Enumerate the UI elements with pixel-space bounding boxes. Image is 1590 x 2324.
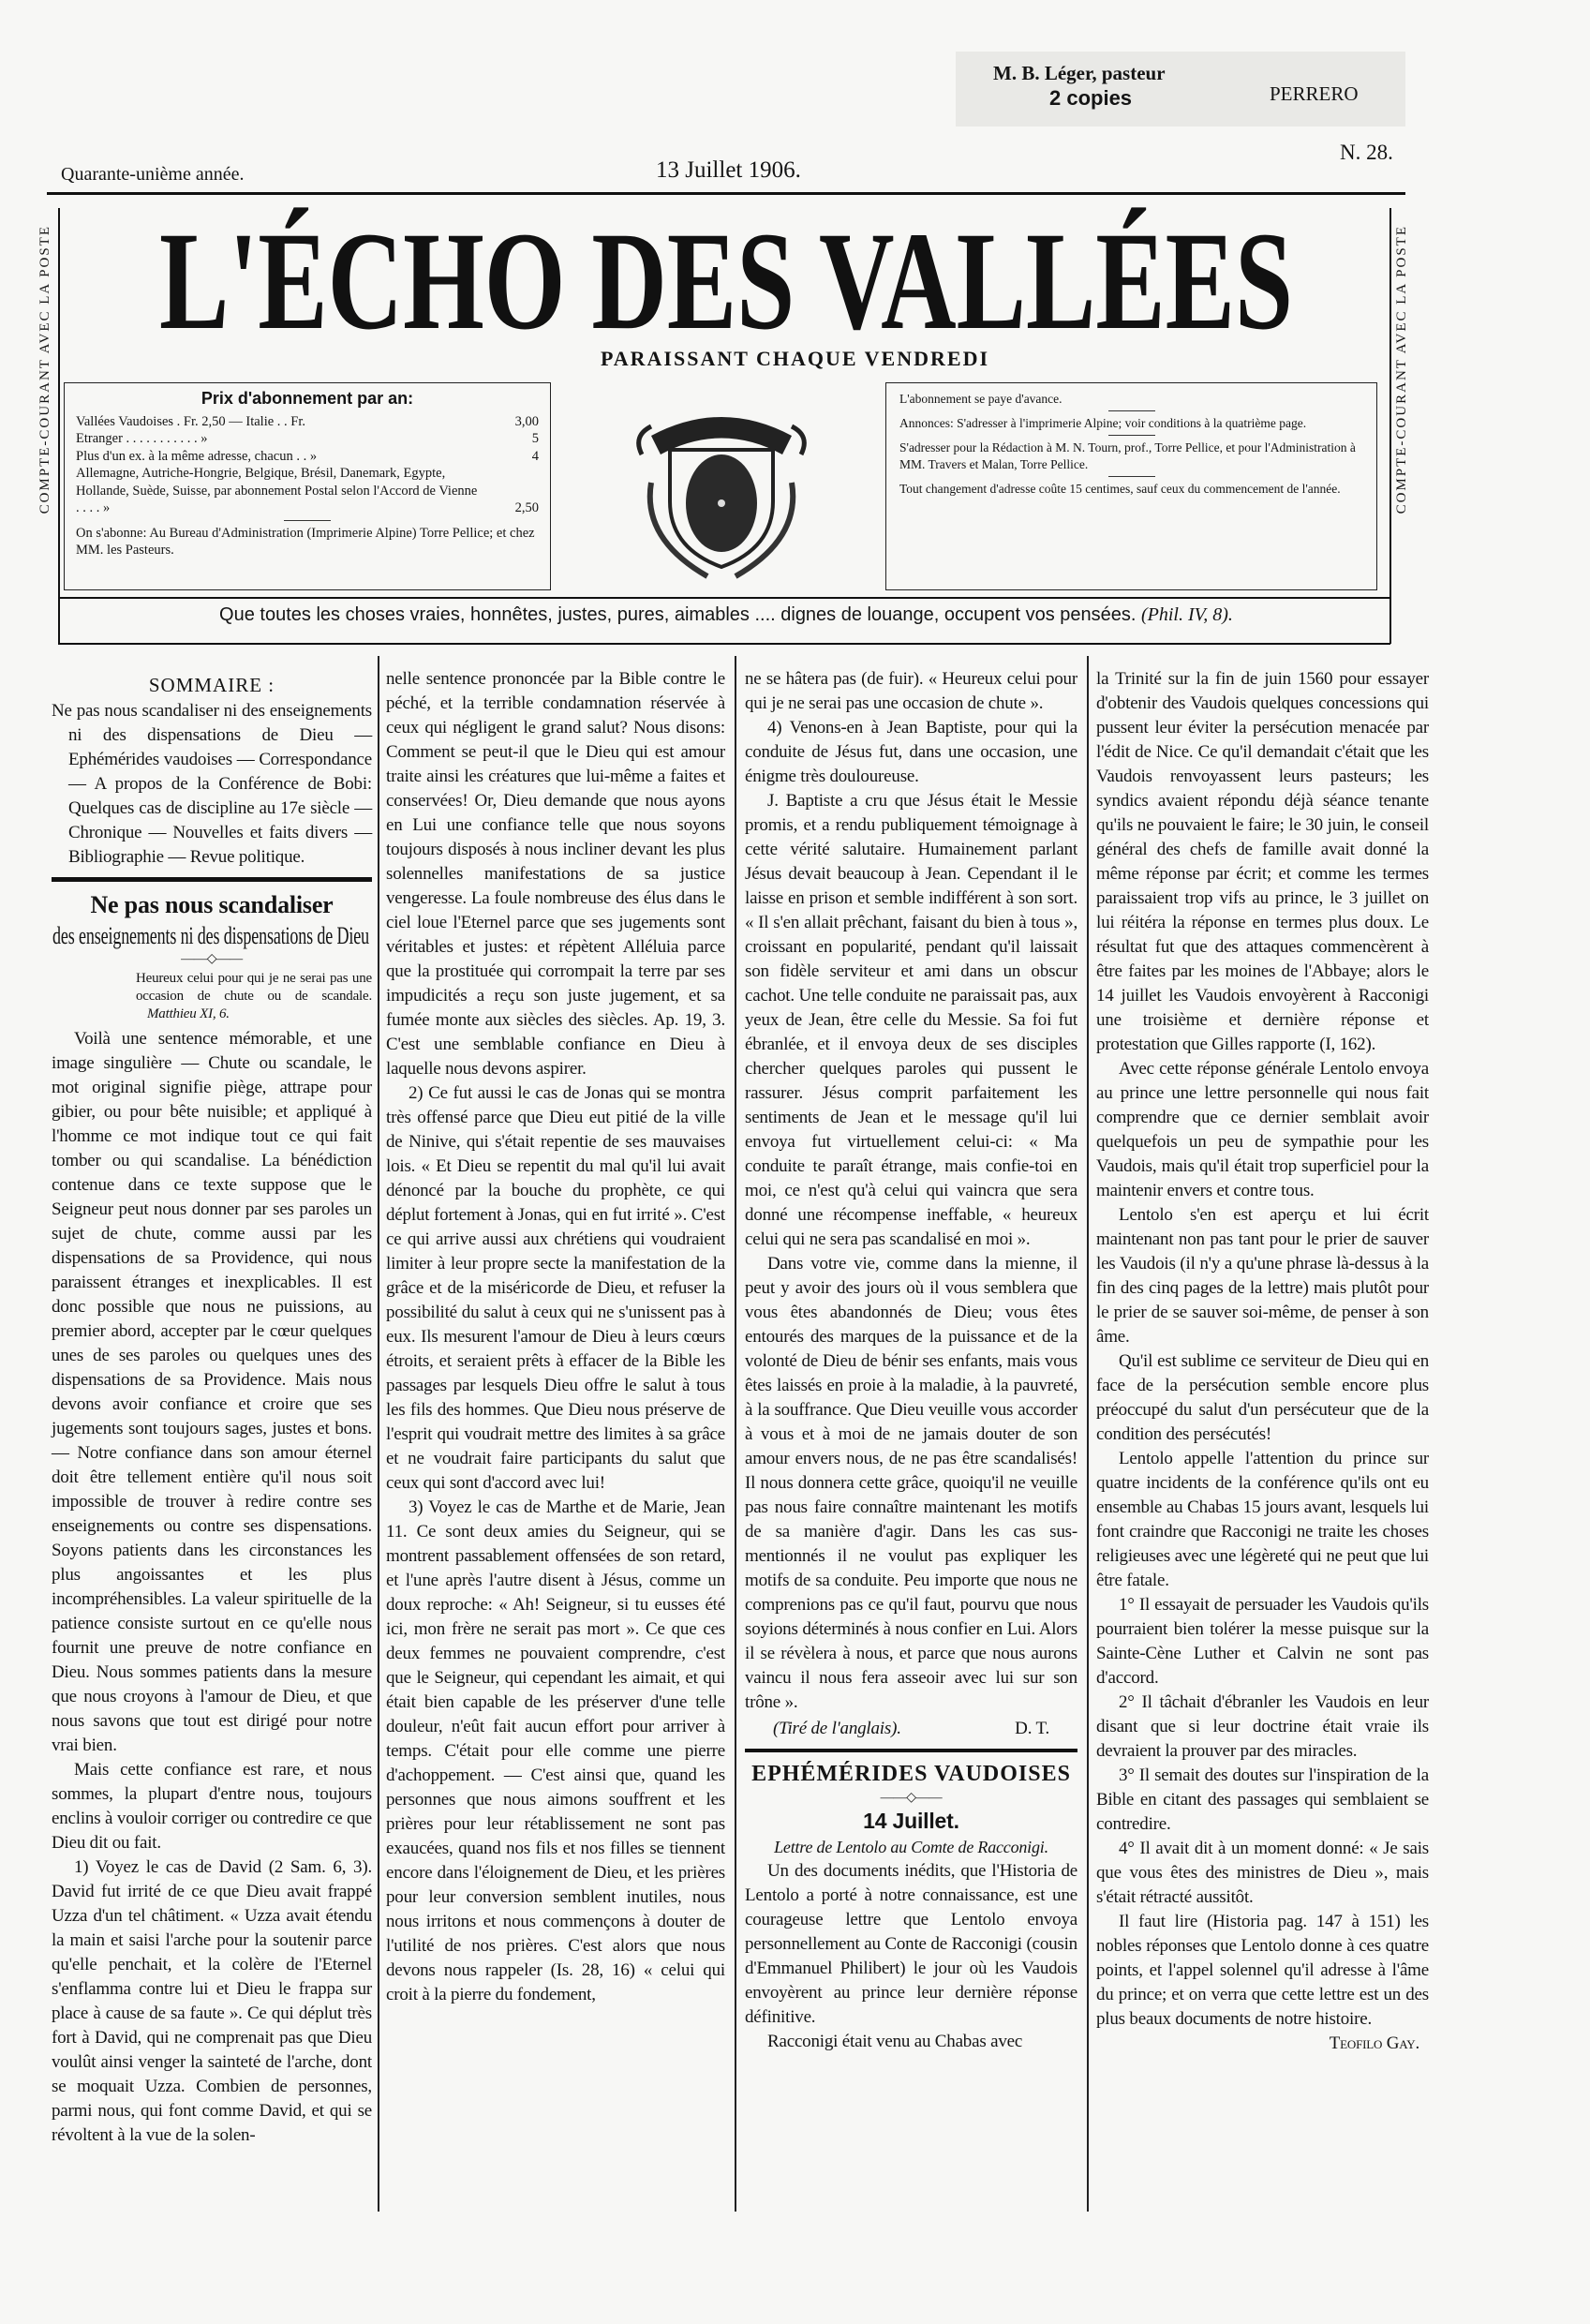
sommaire-title: SOMMAIRE : [148,674,275,696]
column-3 [745,667,1077,2054]
motto-reference: (Phil. IV, 8). [1140,604,1233,625]
article-subtitle: des enseignements ni des dispensations de Dieu [52,922,370,949]
paragraph: Dans votre vie, comme dans la mienne, il peut y avoir des jours où il vous semblera que vous êtes abandonnés de Dieu; vous êtes entourés des marques de la puissance et de la volonté de Dieu de bénir ses enfants, mais vous êtes laissés en proie à la maladie, à la pauvreté, à la souffrance. Que Dieu veuille vous accorder à vous et à moi de ne jamais douter de son amour envers nous, de ne pas être scandalisés! Il nous donnera cette grâce, quoiqu'il ne veuille pas nous faire connaître maintenant les motifs de sa manière d'agir. Dans les cas sus-mentionnés il ne voulut pas expliquer les motifs de sa conduite. Peu importe que nous ne comprenions pas ce qu'il faut, pourvu que nous soyions déterminés à nous confier en Lui. Alors il se révèlera à nous, et parce que nous aurons vaincu il nous fera asseoir avec lui sur son trône ». [745,1254,1077,1712]
issue-number: N. 28. [1340,141,1393,164]
paragraph: Mais cette confiance est rare, et nous sommes, la plupart d'entre nous, toujours enclins à vouloir corriger ou contredire ce que Dieu dit ou fait. [52,1760,372,1853]
side-text-left: COMPTE-COURANT AVEC LA POSTE [37,225,52,514]
masthead-title-wrap [159,204,1302,340]
sommaire-text: Ne pas nous scandaliser ni des enseignements ni des dispensations de Dieu — Ephémérides vaudoises — Correspondance — A propos de la Conférence de Bobi: Quelques cas de discipline au 17e siècle — Chronique — Nouvelles et faits divers — Bibliographie — Revue politique. [52,701,372,867]
rate-label: Allemagne, Autriche-Hongrie, Belgique, Brésil, Danemark, Egypte, Hollande, Suède, Suisse, par abonnement Postal selon l'Accord de Vienne . . . . » [76,466,478,515]
ornament-divider-icon: ——◇—— [181,952,243,966]
subscription-where: On s'abonne: Au Bureau d'Administration (Imprimerie Alpine) Torre Pellice; et chez MM. les Pasteurs. [76,525,535,558]
paragraph: Lentolo s'en est aperçu et lui écrit maintenant non pas tant pour le prier de sauver les Vaudois (il n'y a qu'une phrase là-dessus à la fin des cinq pages de la lettre) mais plutôt pour le prier de se sauver soi-même, de penser à son âme. [1096,1205,1429,1347]
rate-row [76,413,539,431]
paragraph: Racconigi était venu au Chabas avec [767,2032,1023,2051]
rate-value: 4 [531,448,539,464]
ornament-divider-icon: ——◇—— [880,1791,943,1805]
divider [1108,410,1155,411]
frame-rule [58,208,60,644]
paragraph: Voilà une sentence mémorable, et une image singulière — Chute ou scandale, le mot original signifie piège, attrape pour gibier, ou pour bête nuisible; et appliqué à l'homme ce mot indique tout ce qui fait tomber ou qui scandalise. La bénédiction contenue dans ce texte suppose que le Seigneur peut nous donner par ses paroles un sujet de chute, comme aussi par les dispensations de sa Providence, qui nous paraissent étranges et inexplicables. Il est donc possible que nous ne puissions, au premier abord, accepter par le cœur quelques unes de ses paroles ou quelques unes des dispensations de sa Providence. Mais nous devons avoir confiance et croire que ses jugements sont toujours sages, justes et bons. — Notre confiance dans son amour éternel doit être tellement entière qu'il nous soit impossible de trouver à redire contre ses enseignements ou contre ses dispensations. Soyons patients dans les circonstances les plus angoissantes et les plus incompréhensibles. La valeur spirituelle de la patience consiste surtout en ce qu'elle nous fournit une preuve de notre confiance en Dieu. Nous sommes patients dans la mesure que nous croyons à l'amour de Dieu, et que nous savons que tout est dirigé pour notre vrai bien. [52,1029,372,1755]
column-2 [386,667,725,2007]
rate-label: Vallées Vaudoises . Fr. 2,50 — Italie . . Fr. [76,413,306,429]
epigraph-text: Heureux celui pour qui je ne serai pas une occasion de chute ou de scandale. [136,971,372,1004]
paragraph: Il faut lire (Historia pag. 147 à 151) les nobles réponses que Lentolo donne à ces quatre points, et l'appel solennel qu'il adresse à l'âme du prince; et on verra que cette lettre est un des plus beaux documents de notre histoire. [1096,1912,1429,2029]
rate-value: 5 [531,431,539,446]
subscription-box [64,382,551,590]
author-signature: Teofilo Gay. [1329,2034,1419,2053]
paragraph: 1) Voyez le cas de David (2 Sam. 6, 3). David fut irrité de ce que Dieu avait frappé Uzza d'un tel châtiment. « Uzza avait étendu la main et saisi l'arche pour la soutenir parce qu'elle penchait, et la colère de l'Eternel s'enflamma contre lui et Dieu le frappa sur place à cause de sa faute ». Ce qui déplut très fort à David, qui ne comprenait pas que Dieu voulût ainsi venger la sainteté de l'arche, dont se moquait Uzza. Combien de personnes, parmi nous, qui font comme David, et qui se révoltent à la vue de la solen- [52,1857,372,2145]
divider [1108,435,1155,436]
notice: L'abonnement se paye d'avance. [899,392,1062,406]
rate-label: Etranger . . . . . . . . . . . » [76,431,208,446]
paragraph: 2° Il tâchait d'ébranler les Vaudois en leur disant que si leur doctrine était vraie ils devraient la prouver par des miracles. [1096,1692,1429,1761]
paragraph: ne se hâtera pas (de fuir). « Heureux celui pour qui je ne serai pas une occasion de chute ». [745,669,1077,713]
frame-rule [58,597,1390,599]
article-signature-line [745,1717,1077,1741]
section-rule [52,877,372,882]
divider [284,520,331,521]
rate-row [76,448,539,466]
issue-date: 13 Juillet 1906. [656,157,801,183]
paragraph: Qu'il est sublime ce serviteur de Dieu qui en face de la persécution semble encore plus préoccupé du salut d'un persécuteur que de la condition des persécutés! [1096,1351,1429,1444]
copies-count: 2 copies [1049,86,1133,110]
frame-rule [58,643,1390,645]
column-rule [1087,656,1089,2212]
volume-year: Quarante-unième année. [61,164,245,185]
rate-value: 3,00 [514,413,539,429]
ephemerides-date: 14 Juillet. [863,1809,959,1833]
paragraph: 3° Il semait des doutes sur l'inspiration de la Bible en citant des passages qui semblaient se contredire. [1096,1765,1429,1834]
paragraph: nelle sentence prononcée par la Bible contre le péché, et la terrible condamnation réservée à ceux qui négligent le grand salut? Nous disons: Comment se peut-il que le Dieu qui est amour traite ainsi les créatures que lui-même a faites et conservées! Or, Dieu demande que nous ayons en Lui une confiance telle que nous soyons toujours disposés à nous incliner devant les plus solennelles manifestations de sa justice vengeresse. La foule nombreuse des élus dans le ciel loue l'Eternel parce que ses jugements sont véritables et justes: et répètent Alléluia parce que la prostituée qui corrompait la terre par ses impudicités a reçu son juste jugement, et sa fumée monte aux siècles des siècles. Ap. 19, 3. C'est une semblable confiance en Dieu à laquelle nous devons aspirer. [386,669,725,1079]
article-subtitle-wrap [52,919,371,949]
subscriber-name: M. B. Léger, pasteur [993,62,1166,84]
paragraph: la Trinité sur la fin de juin 1560 pour essayer d'obtenir des Vaudois quelques concessions qui pussent leur éviter la persécution menacée par l'édit de Nice. Ce qu'il demandait c'était que les Vaudois renvoyassent leurs pasteurs; les syndics avaient répondu déjà séance tenante qu'ils ne pouvaient le faire; le 30 juin, le conseil général des chefs de famille avait donné la même réponse par écrit; et comme les termes paraissaient trop vifs au prince, le 3 juillet on lui réitéra la réponse en termes plus doux. Le résultat fut que des attaques commencèrent à être faites par les moines de l'Abbaye; alors le 14 juillet les Vaudois envoyèrent à Racconigi une troisième et dernière réponse et protestation que Gilles rapporte (I, 162). [1096,669,1429,1054]
motto [66,604,1387,626]
divider [1108,476,1155,477]
paragraph: J. Baptiste a cru que Jésus était le Messie promis, et a rendu publiquement témoignage à cette vérité salutaire. Humainement parlant Jésus devait beaucoup à Jean. Cependant il le laisse en prison et semble indifférent à son sort. « Il s'en allait prêchant, faisant du bien à tous », croissant en popularité, pendant qu'il laissait son fidèle serviteur et ami dans un obscur cachot. Une telle conduite ne paraissait pas, aux yeux de Jean, être celle du Messie. Sa foi fut ébranlée, et il envoya deux de ses disciples chercher quelques paroles qui pussent le rassurer. Jésus comprit parfaitement les sentiments de Jean et le message qu'il lui envoya fut virtuellement celui-ci: « Ma conduite te paraît étrange, mais confie-toi en moi, ce n'est qu'à celui qui vaincra que sera donné une récompense ineffable, « heureux celui qui ne sera pas scandalisé en moi ». [745,791,1077,1249]
column-rule [378,656,379,2212]
notices-box [885,382,1377,590]
masthead-subtitle: PARAISSANT CHAQUE VENDREDI [600,347,990,370]
ephemerides-subtitle: Lettre de Lentolo au Comte de Racconigi. [774,1838,1048,1856]
notice: Tout changement d'adresse coûte 15 centimes, sauf ceux du commencement de l'année. [899,482,1341,496]
article-signature: D. T. [1015,1719,1049,1738]
column-4 [1096,667,1429,2056]
epigraph [52,970,372,1023]
notice: Annonces: S'adresser à l'imprimerie Alpine; voir conditions à la quatrième page. [899,416,1307,430]
rate-label: Plus d'un ex. à la même adresse, chacun . . » [76,448,318,464]
masthead-title: L'ÉCHO DES VALLÉES [159,204,1293,340]
paragraph: 2) Ce fut aussi le cas de Jonas qui se montra très offensé parce que Dieu eut pitié de la ville de Ninive, qui s'était repentie de ses mauvaises lois. « Et Dieu se repentit du mal qu'il lui avait dénoncé par la bouche du prophète, ce qui déplut fortement à Jonas, qui en fut irrité ». C'est ce qui arrive aussi aux chrétiens qui voudraient limiter à leur propre secte la manifestation de la grâce et de la miséricorde de Dieu, et refuser la possibilité du salut à ceux qui ne s'unissent pas à eux. Ils mesurent l'amour de Dieu à leurs cœurs étroits, et seraient prêts à effacer de la Bible les passages par lesquels Dieu offre le salut à tous les fils des hommes. Que Dieu nous préserve de l'esprit qui voudrait mettre des limites à sa grâce et ne voudrait faire participants du salut que ceux qui sont d'accord avec lui! [386,1083,725,1493]
frame-rule [1389,208,1391,644]
section-rule [745,1749,1077,1752]
rate-row [76,465,539,517]
column-1 [52,667,372,2148]
paragraph: Lentolo appelle l'attention du prince sur quatre incidents de la conférence qu'ils ont eu ensemble au Chabas 15 jours avant, lesquels lui font craindre que Racconigi ne traite les choses religieuses avec une légèreté qui ne peut que lui être fatale. [1096,1449,1429,1590]
notice: S'adresser pour la Rédaction à M. N. Tourn, prof., Torre Pellice, et pour l'Administration à MM. Travers et Malan, Torre Pellice. [899,440,1356,471]
paragraph: Un des documents inédits, que l'Historia de Lentolo a porté à notre connaissance, est une courageuse lettre que Lentolo envoya personnellement au Conte de Racconigi (cousin d'Emmanuel Philibert) le jour où les Vaudois envoyèrent au prince leur dernière réponse définitive. [745,1861,1077,2027]
article-title: Ne pas nous scandaliser [90,891,334,918]
waldensian-emblem-icon [623,398,820,586]
paragraph: 4) Venons-en à Jean Baptiste, pour qui la conduite de Jésus fut, dans une occasion, une énigme très douloureuse. [745,718,1077,786]
motto-text: Que toutes les choses vraies, honnêtes, justes, pures, aimables .... dignes de louange, occupent vos pensées. [219,604,1137,625]
side-text-right: COMPTE-COURANT AVEC LA POSTE [1394,225,1409,514]
paragraph: 4° Il avait dit à un moment donné: « Je sais que vous êtes des ministres de Dieu », mais s'était rétracté aussitôt. [1096,1839,1429,1907]
paragraph: 3) Voyez le cas de Marthe et de Marie, Jean 11. Ce sont deux amies du Seigneur, qui se montrent passablement offensées de son retard, et l'une après l'autre disent à Jésus, comme un doux reproche: « Ah! Seigneur, si tu eusses été ici, mon frère ne serait pas mort ». Ce que ces deux femmes ne pouvaient comprendre, c'est que le Seigneur, qui cependant les aimait, et qui était bien capable de les préserver d'une telle douleur, n'eût fait aucun effort pour arriver à temps. C'était pour elle comme une pierre d'achoppement. — C'est ainsi que, quand les personnes que nous aimons souffrent et les prières pour leur rétablissement ne sont pas exaucées, quand nos fils et nos filles se tiennent encore dans l'éloignement de Dieu, et les prières pour leur conversion semblent inutiles, nous nous irritons et nous commençons à douter de l'utilité de nos prières. C'est alors que nous devons nous rappeler (Is. 28, 16) « celui qui croit à la pierre du fondement, [386,1497,725,2004]
paragraph: Avec cette réponse générale Lentolo envoya au prince une lettre personnelle qui nous fait comprendre que ce dernier semblait avoir quelquefois un peu de sympathie pour les Vaudois, mais qu'il était trop superficiel pour la maintenir envers et contre tous. [1096,1059,1429,1200]
rate-row [76,430,539,448]
subscription-heading: Prix d'abonnement par an: [201,389,414,408]
rate-value: 2,50 [514,500,539,515]
subscriber-town: PERRERO [1270,82,1359,105]
article-source: (Tiré de l'anglais). [773,1719,901,1738]
ephemerides-title: EPHÉMÉRIDES VAUDOISES [751,1762,1071,1786]
paragraph: 1° Il essayait de persuader les Vaudois qu'ils pourraient bien tolérer la messe puisque sur la Sainte-Cène Luther et Calvin ne sont pas d'accord. [1096,1595,1429,1688]
epigraph-reference: Matthieu XI, 6. [147,1006,230,1021]
column-rule [735,656,736,2212]
